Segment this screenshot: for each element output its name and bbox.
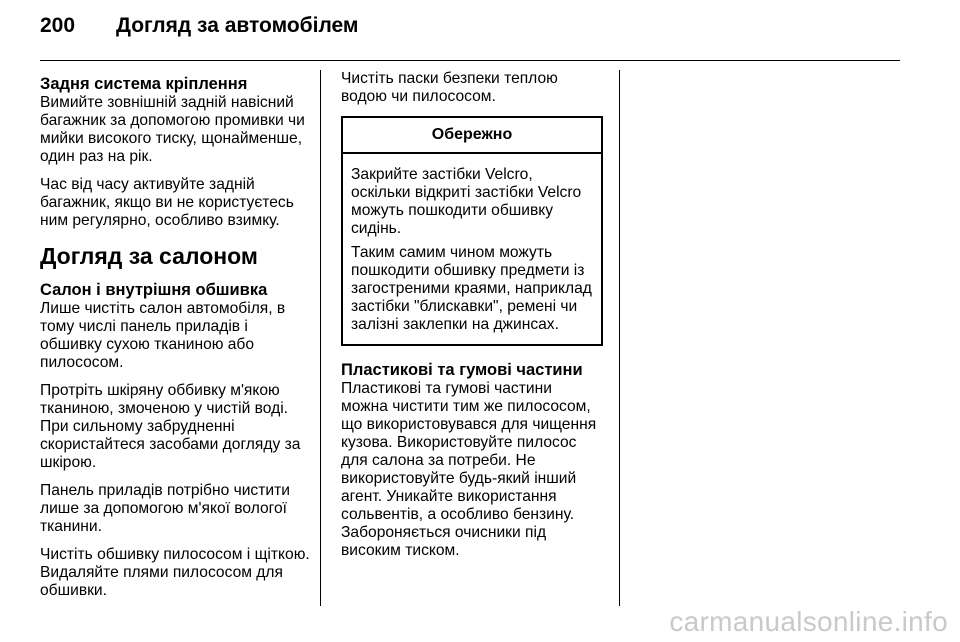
rack-paragraph-2: Час від часу активуйте задній багажник, якщо ви не користуєтесь ним регулярно, особливо взимку. <box>40 176 294 229</box>
section-heading: Догляд за салоном <box>40 243 258 269</box>
plastic-paragraph: Пластикові та гумові частини можна чистити тим же пилососом, що використовувався для чищення кузова. Використовуйте пилосос для салона за потреби. Не використовуйте будь-який інший агент. Уникайте використання сольвентів, а особливо бензину. Забороняється очисники під високим тиском. <box>341 380 597 559</box>
rack-paragraph-1: Вимийте зовнішній задній навісний багажник за допомогою промивки чи мийки високого тиску, щонайменше, один раз на рік. <box>40 94 305 165</box>
header-rule <box>40 60 900 61</box>
caution-title: Обережно <box>343 118 601 154</box>
page-header <box>40 14 358 50</box>
belts-paragraph: Чистіть паски безпеки теплою водою чи пилососом. <box>341 70 558 105</box>
chapter-title: Догляд за автомобілем <box>116 14 359 37</box>
interior-paragraph-4: Чистіть обшивку пилососом і щіткою. Видаляйте плями пилососом для обшивки. <box>40 546 310 599</box>
column-divider-left <box>320 70 321 606</box>
caution-paragraph-2: Таким самим чином можуть пошкодити обшивку предмети із загостреними краями, наприклад застібки "блискавки", ремені чи залізні заклепки на джинсах. <box>351 244 592 333</box>
rack-heading: Задня система кріплення <box>40 75 248 93</box>
interior-paragraph-1: Лише чистіть салон автомобіля, в тому числі панель приладів і обшивку сухою тканиною або пилососом. <box>40 300 286 371</box>
page-number: 200 <box>40 14 76 37</box>
column-divider-right <box>619 70 620 606</box>
caution-paragraph-1: Закрийте застібки Velcro, оскільки відкриті застібки Velcro можуть пошкодити обшивку сидінь. <box>351 166 582 237</box>
interior-paragraph-2: Протріть шкіряну оббивку м'якою тканиною, змоченою у чистій воді. При сильному забрудненні скористайтеся засобами догляду за шкірою. <box>40 382 301 471</box>
interior-paragraph-3: Панель приладів потрібно чистити лише за допомогою м'якої вологої тканини. <box>40 482 290 535</box>
column-left <box>40 70 310 610</box>
plastic-heading: Пластикові та гумові частини <box>341 361 583 379</box>
caution-box <box>341 116 603 346</box>
interior-heading: Салон і внутрішня обшивка <box>40 281 268 299</box>
column-middle <box>341 70 603 570</box>
caution-body <box>343 154 601 344</box>
watermark: carmanualsonline.info <box>669 606 948 637</box>
